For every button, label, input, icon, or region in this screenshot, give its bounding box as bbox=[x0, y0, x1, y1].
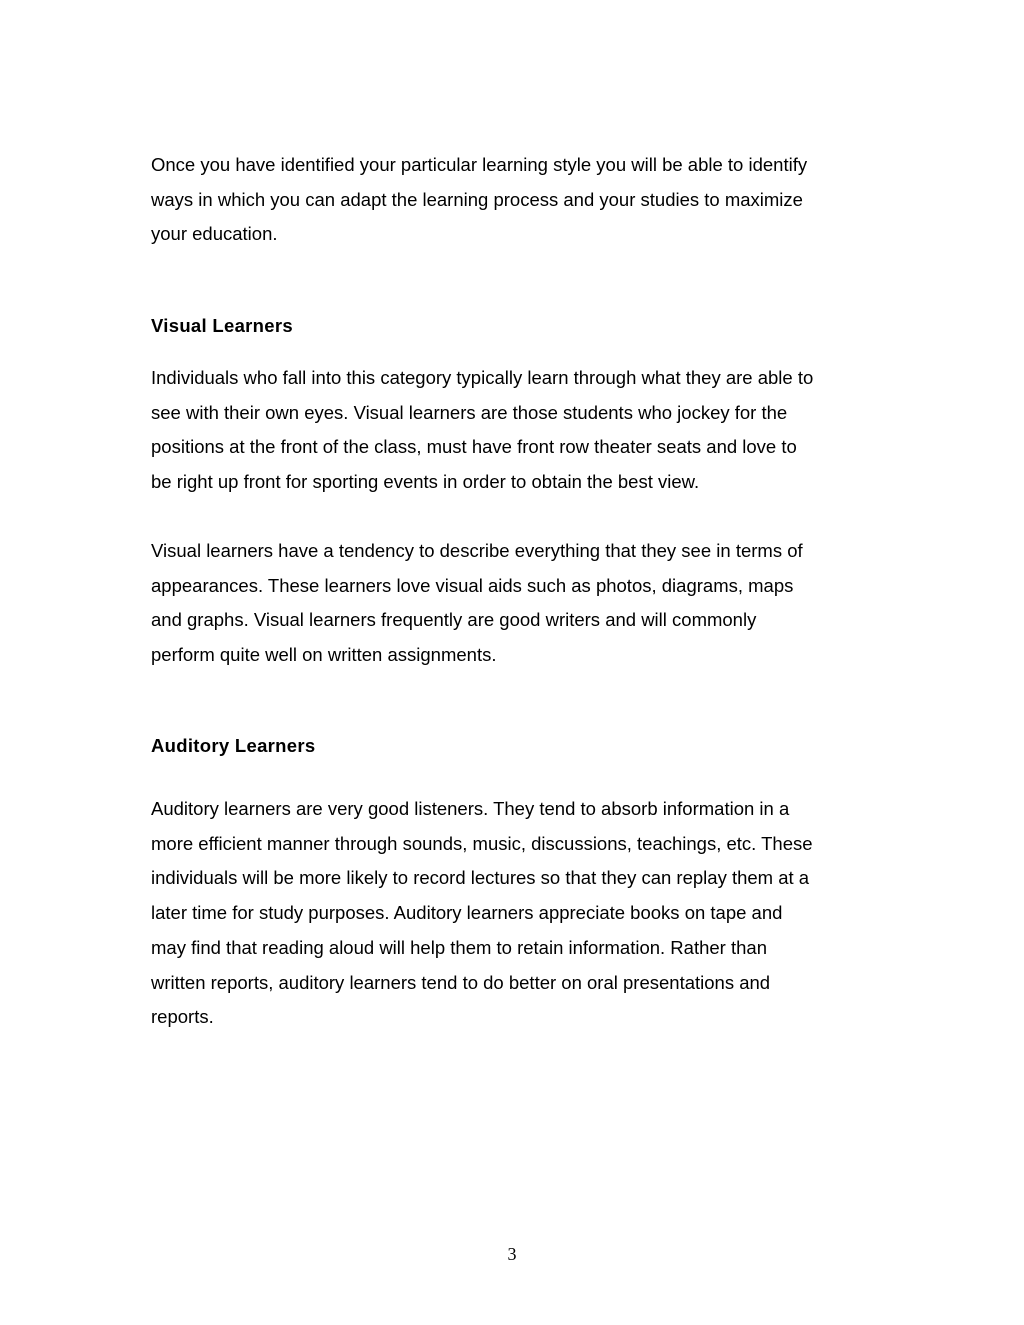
paragraph-line: your education. bbox=[151, 223, 278, 245]
visual-paragraph-2 bbox=[151, 534, 881, 673]
paragraph-line: ways in which you can adapt the learning process and your studies to maximize bbox=[151, 188, 803, 210]
paragraph-line: later time for study purposes. Auditory learners appreciate books on tape and bbox=[151, 902, 783, 924]
paragraph-line: perform quite well on written assignments. bbox=[151, 644, 497, 666]
paragraph-line: Individuals who fall into this category typically learn through what they are able to bbox=[151, 367, 814, 388]
paragraph-line: Auditory learners are very good listeners. They tend to absorb information in a bbox=[151, 798, 790, 819]
section-heading-visual-learners: Visual Learners bbox=[151, 315, 293, 336]
section-heading-auditory-learners: Auditory Learners bbox=[151, 735, 316, 756]
paragraph-line: positions at the front of the class, must have front row theater seats and love to bbox=[151, 436, 797, 458]
paragraph-line: Once you have identified your particular learning style you will be able to identify bbox=[151, 154, 808, 175]
paragraph-line: be right up front for sporting events in order to obtain the best view. bbox=[151, 471, 700, 493]
visual-paragraph-1 bbox=[151, 361, 881, 500]
paragraph-line: reports. bbox=[151, 1006, 214, 1028]
paragraph-line: Visual learners have a tendency to describe everything that they see in terms of bbox=[151, 540, 803, 561]
page-number: 3 bbox=[507, 1244, 517, 1264]
paragraph-line: written reports, auditory learners tend to do better on oral presentations and bbox=[151, 971, 771, 993]
paragraph-line: more efficient manner through sounds, music, discussions, teachings, etc. These bbox=[151, 832, 813, 854]
paragraph-line: appearances. These learners love visual aids such as photos, diagrams, maps bbox=[151, 574, 794, 596]
paragraph-line: and graphs. Visual learners frequently are good writers and will commonly bbox=[151, 609, 757, 631]
paragraph-line: see with their own eyes. Visual learners are those students who jockey for the bbox=[151, 401, 788, 423]
paragraph-line: individuals will be more likely to record lectures so that they can replay them at a bbox=[151, 867, 810, 889]
intro-paragraph bbox=[151, 148, 881, 252]
paragraph-line: may find that reading aloud will help them to retain information. Rather than bbox=[151, 936, 767, 958]
auditory-paragraph-1 bbox=[151, 792, 881, 1035]
